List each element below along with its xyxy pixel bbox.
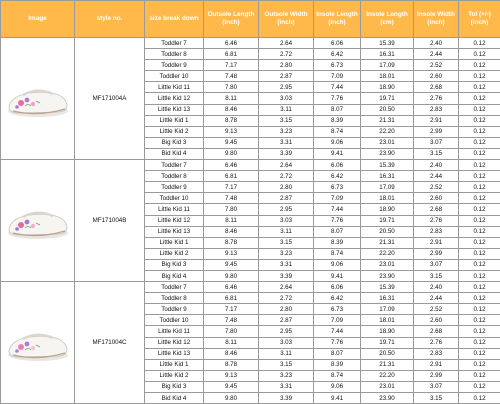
size-breakdown-cell: Toddler 10 — [145, 315, 204, 326]
insole-length-cm-cell: 15.39 — [361, 38, 414, 49]
insole-length-inch-cell: 6.42 — [314, 171, 361, 182]
table-row — [1, 38, 500, 49]
outsole-length-cell: 8.46 — [204, 226, 259, 237]
insole-length-cm-cell: 16.31 — [361, 49, 414, 60]
size-breakdown-cell: Little Kid 11 — [145, 326, 204, 337]
insole-width-cell: 2.52 — [414, 304, 459, 315]
insole-length-inch-cell: 9.41 — [314, 270, 361, 281]
outsole-width-cell: 2.87 — [259, 193, 314, 204]
tolerance-cell: 0.12 — [459, 49, 500, 60]
outsole-width-cell: 3.03 — [259, 337, 314, 348]
insole-length-cm-cell: 16.31 — [361, 293, 414, 304]
insole-length-inch-cell: 7.09 — [314, 71, 361, 82]
insole-length-cm-cell: 18.90 — [361, 326, 414, 337]
outsole-width-cell: 3.15 — [259, 359, 314, 370]
insole-width-cell: 3.15 — [414, 270, 459, 281]
tolerance-cell: 0.12 — [459, 60, 500, 71]
size-breakdown-cell: Big Kid 3 — [145, 381, 204, 392]
outsole-length-cell: 9.45 — [204, 259, 259, 270]
outsole-width-cell: 3.23 — [259, 248, 314, 259]
outsole-width-cell: 3.15 — [259, 115, 314, 126]
outsole-width-cell: 2.64 — [259, 282, 314, 293]
insole-length-inch-cell: 6.73 — [314, 182, 361, 193]
outsole-width-cell: 3.23 — [259, 370, 314, 381]
table-row — [1, 282, 500, 293]
outsole-length-cell: 8.46 — [204, 348, 259, 359]
insole-width-cell: 2.99 — [414, 248, 459, 259]
outsole-width-cell: 3.11 — [259, 226, 314, 237]
tolerance-cell: 0.12 — [459, 126, 500, 137]
size-breakdown-cell: Bid Kid 4 — [145, 393, 204, 404]
header-tolerance: Tol (+/-) (inch) — [459, 1, 500, 38]
header-image: Image — [1, 1, 75, 38]
insole-width-cell: 2.44 — [414, 293, 459, 304]
tolerance-cell: 0.12 — [459, 182, 500, 193]
size-breakdown-cell: Toddler 8 — [145, 49, 204, 60]
size-breakdown-cell: Toddler 7 — [145, 160, 204, 171]
insole-length-inch-cell: 7.76 — [314, 337, 361, 348]
tolerance-cell: 0.12 — [459, 282, 500, 293]
tolerance-cell: 0.12 — [459, 115, 500, 126]
size-breakdown-cell: Big Kid 3 — [145, 259, 204, 270]
outsole-length-cell: 7.17 — [204, 304, 259, 315]
insole-length-inch-cell: 9.41 — [314, 148, 361, 159]
header-insole-length-inch: Insole Length (inch) — [314, 1, 361, 38]
tolerance-cell: 0.12 — [459, 148, 500, 159]
insole-length-cm-cell: 15.39 — [361, 160, 414, 171]
outsole-width-cell: 2.80 — [259, 60, 314, 71]
tolerance-cell: 0.12 — [459, 237, 500, 248]
outsole-width-cell: 3.39 — [259, 270, 314, 281]
size-breakdown-cell: Little Kid 1 — [145, 359, 204, 370]
outsole-length-cell: 7.48 — [204, 193, 259, 204]
tolerance-cell: 0.12 — [459, 270, 500, 281]
insole-width-cell: 2.99 — [414, 370, 459, 381]
size-breakdown-cell: Little Kid 1 — [145, 237, 204, 248]
outsole-width-cell: 3.39 — [259, 148, 314, 159]
tolerance-cell: 0.12 — [459, 193, 500, 204]
header-row — [1, 1, 500, 38]
outsole-length-cell: 8.11 — [204, 337, 259, 348]
outsole-length-cell: 9.45 — [204, 137, 259, 148]
style-number: MF171004A — [75, 38, 145, 160]
insole-width-cell: 3.07 — [414, 381, 459, 392]
outsole-length-cell: 6.46 — [204, 282, 259, 293]
insole-length-inch-cell: 6.06 — [314, 38, 361, 49]
size-breakdown-cell: Toddler 10 — [145, 71, 204, 82]
insole-width-cell: 2.83 — [414, 226, 459, 237]
insole-width-cell: 2.68 — [414, 326, 459, 337]
insole-length-cm-cell: 23.01 — [361, 259, 414, 270]
tolerance-cell: 0.12 — [459, 226, 500, 237]
insole-length-inch-cell: 7.76 — [314, 215, 361, 226]
insole-length-cm-cell: 20.50 — [361, 104, 414, 115]
outsole-width-cell: 2.95 — [259, 82, 314, 93]
outsole-width-cell: 2.95 — [259, 326, 314, 337]
tolerance-cell: 0.12 — [459, 93, 500, 104]
insole-length-inch-cell: 7.09 — [314, 193, 361, 204]
outsole-width-cell: 2.87 — [259, 71, 314, 82]
insole-length-inch-cell: 9.06 — [314, 259, 361, 270]
insole-width-cell: 2.40 — [414, 38, 459, 49]
insole-length-inch-cell: 8.74 — [314, 248, 361, 259]
insole-length-cm-cell: 22.20 — [361, 126, 414, 137]
insole-width-cell: 2.44 — [414, 171, 459, 182]
outsole-length-cell: 7.80 — [204, 82, 259, 93]
insole-length-cm-cell: 19.71 — [361, 215, 414, 226]
size-breakdown-cell: Little Kid 13 — [145, 348, 204, 359]
insole-width-cell: 3.07 — [414, 137, 459, 148]
insole-length-inch-cell: 8.39 — [314, 359, 361, 370]
size-breakdown-cell: Toddler 7 — [145, 282, 204, 293]
insole-length-inch-cell: 8.07 — [314, 104, 361, 115]
insole-width-cell: 2.40 — [414, 160, 459, 171]
style-number: MF171004B — [75, 160, 145, 282]
insole-length-inch-cell: 7.09 — [314, 315, 361, 326]
header-style-no: style no. — [75, 1, 145, 38]
insole-width-cell: 2.60 — [414, 193, 459, 204]
size-breakdown-cell: Little Kid 11 — [145, 204, 204, 215]
table-row — [1, 160, 500, 171]
insole-length-inch-cell: 8.07 — [314, 226, 361, 237]
insole-length-inch-cell: 9.41 — [314, 393, 361, 404]
insole-length-inch-cell: 6.73 — [314, 304, 361, 315]
insole-length-cm-cell: 21.31 — [361, 237, 414, 248]
header-size-breakdown: size break down — [145, 1, 204, 38]
size-breakdown-cell: Toddler 9 — [145, 60, 204, 71]
insole-width-cell: 2.91 — [414, 237, 459, 248]
insole-length-inch-cell: 9.06 — [314, 381, 361, 392]
outsole-width-cell: 3.15 — [259, 237, 314, 248]
insole-width-cell: 2.68 — [414, 82, 459, 93]
header-insole-width: Insole Width (inch) — [414, 1, 459, 38]
outsole-length-cell: 8.46 — [204, 104, 259, 115]
size-breakdown-cell: Toddler 9 — [145, 182, 204, 193]
outsole-length-cell: 7.48 — [204, 71, 259, 82]
size-breakdown-cell: Big Kid 3 — [145, 137, 204, 148]
insole-width-cell: 2.68 — [414, 204, 459, 215]
shoe-image — [1, 160, 75, 282]
outsole-width-cell: 3.23 — [259, 126, 314, 137]
tolerance-cell: 0.12 — [459, 160, 500, 171]
size-breakdown-cell: Big Kid 4 — [145, 270, 204, 281]
tolerance-cell: 0.12 — [459, 326, 500, 337]
insole-length-cm-cell: 20.50 — [361, 348, 414, 359]
insole-length-cm-cell: 22.20 — [361, 370, 414, 381]
insole-width-cell: 2.60 — [414, 71, 459, 82]
outsole-length-cell: 9.13 — [204, 370, 259, 381]
insole-width-cell: 3.07 — [414, 259, 459, 270]
outsole-length-cell: 9.13 — [204, 126, 259, 137]
outsole-width-cell: 2.80 — [259, 304, 314, 315]
tolerance-cell: 0.12 — [459, 304, 500, 315]
outsole-length-cell: 8.78 — [204, 237, 259, 248]
tolerance-cell: 0.12 — [459, 215, 500, 226]
size-breakdown-cell: Little Kid 12 — [145, 215, 204, 226]
size-breakdown-cell: Little Kid 1 — [145, 115, 204, 126]
outsole-length-cell: 7.17 — [204, 182, 259, 193]
insole-length-cm-cell: 21.31 — [361, 359, 414, 370]
outsole-width-cell: 2.72 — [259, 49, 314, 60]
tolerance-cell: 0.12 — [459, 259, 500, 270]
insole-length-cm-cell: 23.01 — [361, 381, 414, 392]
outsole-width-cell: 3.03 — [259, 93, 314, 104]
insole-width-cell: 3.15 — [414, 393, 459, 404]
outsole-length-cell: 7.48 — [204, 315, 259, 326]
size-breakdown-cell: Bid Kid 4 — [145, 148, 204, 159]
size-breakdown-cell: Little Kid 13 — [145, 226, 204, 237]
outsole-length-cell: 9.80 — [204, 148, 259, 159]
insole-length-inch-cell: 8.39 — [314, 237, 361, 248]
tolerance-cell: 0.12 — [459, 359, 500, 370]
insole-length-cm-cell: 21.31 — [361, 115, 414, 126]
insole-length-cm-cell: 16.31 — [361, 171, 414, 182]
insole-width-cell: 3.15 — [414, 148, 459, 159]
outsole-length-cell: 7.80 — [204, 326, 259, 337]
insole-length-cm-cell: 17.09 — [361, 182, 414, 193]
insole-width-cell: 2.40 — [414, 282, 459, 293]
outsole-length-cell: 8.78 — [204, 115, 259, 126]
insole-width-cell: 2.99 — [414, 126, 459, 137]
insole-length-cm-cell: 19.71 — [361, 93, 414, 104]
insole-width-cell: 2.91 — [414, 115, 459, 126]
insole-length-cm-cell: 18.90 — [361, 82, 414, 93]
size-breakdown-cell: Toddler 8 — [145, 171, 204, 182]
outsole-length-cell: 6.46 — [204, 160, 259, 171]
insole-length-inch-cell: 7.44 — [314, 326, 361, 337]
insole-width-cell: 2.91 — [414, 359, 459, 370]
insole-width-cell: 2.76 — [414, 215, 459, 226]
tolerance-cell: 0.12 — [459, 381, 500, 392]
table-body — [1, 38, 500, 404]
tolerance-cell: 0.12 — [459, 315, 500, 326]
insole-length-cm-cell: 20.50 — [361, 226, 414, 237]
outsole-length-cell: 7.17 — [204, 60, 259, 71]
outsole-length-cell: 8.78 — [204, 359, 259, 370]
insole-length-inch-cell: 6.42 — [314, 293, 361, 304]
outsole-width-cell: 3.31 — [259, 381, 314, 392]
size-breakdown-cell: Toddler 10 — [145, 193, 204, 204]
outsole-width-cell: 3.11 — [259, 104, 314, 115]
insole-length-inch-cell: 8.39 — [314, 115, 361, 126]
size-breakdown-cell: Little Kid 12 — [145, 337, 204, 348]
insole-length-inch-cell: 9.06 — [314, 137, 361, 148]
insole-length-inch-cell: 6.06 — [314, 160, 361, 171]
insole-length-cm-cell: 23.01 — [361, 137, 414, 148]
size-breakdown-cell: Little Kid 2 — [145, 248, 204, 259]
tolerance-cell: 0.12 — [459, 137, 500, 148]
outsole-width-cell: 2.64 — [259, 38, 314, 49]
outsole-width-cell: 3.31 — [259, 137, 314, 148]
tolerance-cell: 0.12 — [459, 171, 500, 182]
tolerance-cell: 0.12 — [459, 370, 500, 381]
insole-length-cm-cell: 18.01 — [361, 193, 414, 204]
header-insole-length-cm: Insole Length (cm) — [361, 1, 414, 38]
size-breakdown-cell: Toddler 8 — [145, 293, 204, 304]
tolerance-cell: 0.12 — [459, 248, 500, 259]
insole-width-cell: 2.83 — [414, 104, 459, 115]
outsole-length-cell: 8.11 — [204, 215, 259, 226]
insole-length-inch-cell: 7.44 — [314, 204, 361, 215]
outsole-width-cell: 3.03 — [259, 215, 314, 226]
insole-length-inch-cell: 8.74 — [314, 126, 361, 137]
insole-length-inch-cell: 8.74 — [314, 370, 361, 381]
tolerance-cell: 0.12 — [459, 204, 500, 215]
insole-length-cm-cell: 22.20 — [361, 248, 414, 259]
tolerance-cell: 0.12 — [459, 38, 500, 49]
insole-width-cell: 2.52 — [414, 60, 459, 71]
size-breakdown-cell: Little Kid 12 — [145, 93, 204, 104]
tolerance-cell: 0.12 — [459, 104, 500, 115]
shoe-image — [1, 282, 75, 404]
outsole-width-cell: 2.80 — [259, 182, 314, 193]
insole-length-cm-cell: 19.71 — [361, 337, 414, 348]
tolerance-cell: 0.12 — [459, 337, 500, 348]
insole-width-cell: 2.60 — [414, 315, 459, 326]
insole-length-cm-cell: 15.39 — [361, 282, 414, 293]
size-breakdown-cell: Little Kid 13 — [145, 104, 204, 115]
insole-length-cm-cell: 23.90 — [361, 148, 414, 159]
tolerance-cell: 0.12 — [459, 293, 500, 304]
outsole-width-cell: 3.31 — [259, 259, 314, 270]
insole-length-cm-cell: 17.09 — [361, 60, 414, 71]
outsole-width-cell: 3.11 — [259, 348, 314, 359]
outsole-length-cell: 6.46 — [204, 38, 259, 49]
outsole-length-cell: 9.80 — [204, 270, 259, 281]
size-breakdown-cell: Little Kid 2 — [145, 370, 204, 381]
insole-length-cm-cell: 18.90 — [361, 204, 414, 215]
insole-length-inch-cell: 8.07 — [314, 348, 361, 359]
size-breakdown-cell: Little Kid 11 — [145, 82, 204, 93]
header-outsole-width: Outsole Width (inch) — [259, 1, 314, 38]
header-outsole-length: Outsole Length (inch) — [204, 1, 259, 38]
insole-length-inch-cell: 6.06 — [314, 282, 361, 293]
insole-width-cell: 2.76 — [414, 337, 459, 348]
insole-length-cm-cell: 23.90 — [361, 393, 414, 404]
outsole-width-cell: 3.39 — [259, 393, 314, 404]
outsole-length-cell: 6.81 — [204, 293, 259, 304]
outsole-length-cell: 9.80 — [204, 393, 259, 404]
style-number: MF171004C — [75, 282, 145, 404]
insole-width-cell: 2.44 — [414, 49, 459, 60]
outsole-length-cell: 9.13 — [204, 248, 259, 259]
insole-length-cm-cell: 18.01 — [361, 71, 414, 82]
outsole-length-cell: 9.45 — [204, 381, 259, 392]
insole-length-inch-cell: 6.42 — [314, 49, 361, 60]
outsole-length-cell: 6.81 — [204, 49, 259, 60]
tolerance-cell: 0.12 — [459, 393, 500, 404]
insole-length-inch-cell: 6.73 — [314, 60, 361, 71]
insole-width-cell: 2.76 — [414, 93, 459, 104]
insole-length-cm-cell: 17.09 — [361, 304, 414, 315]
outsole-length-cell: 8.11 — [204, 93, 259, 104]
outsole-width-cell: 2.87 — [259, 315, 314, 326]
size-breakdown-cell: Toddler 7 — [145, 38, 204, 49]
insole-length-inch-cell: 7.44 — [314, 82, 361, 93]
outsole-width-cell: 2.64 — [259, 160, 314, 171]
insole-length-inch-cell: 7.76 — [314, 93, 361, 104]
outsole-length-cell: 7.80 — [204, 204, 259, 215]
insole-length-cm-cell: 18.01 — [361, 315, 414, 326]
insole-width-cell: 2.83 — [414, 348, 459, 359]
tolerance-cell: 0.12 — [459, 82, 500, 93]
size-breakdown-cell: Little Kid 2 — [145, 126, 204, 137]
outsole-length-cell: 6.81 — [204, 171, 259, 182]
outsole-width-cell: 2.72 — [259, 171, 314, 182]
shoe-image — [1, 38, 75, 160]
insole-length-cm-cell: 23.90 — [361, 270, 414, 281]
size-breakdown-cell: Toddler 9 — [145, 304, 204, 315]
tolerance-cell: 0.12 — [459, 71, 500, 82]
outsole-width-cell: 2.95 — [259, 204, 314, 215]
insole-width-cell: 2.52 — [414, 182, 459, 193]
tolerance-cell: 0.12 — [459, 348, 500, 359]
outsole-width-cell: 2.72 — [259, 293, 314, 304]
